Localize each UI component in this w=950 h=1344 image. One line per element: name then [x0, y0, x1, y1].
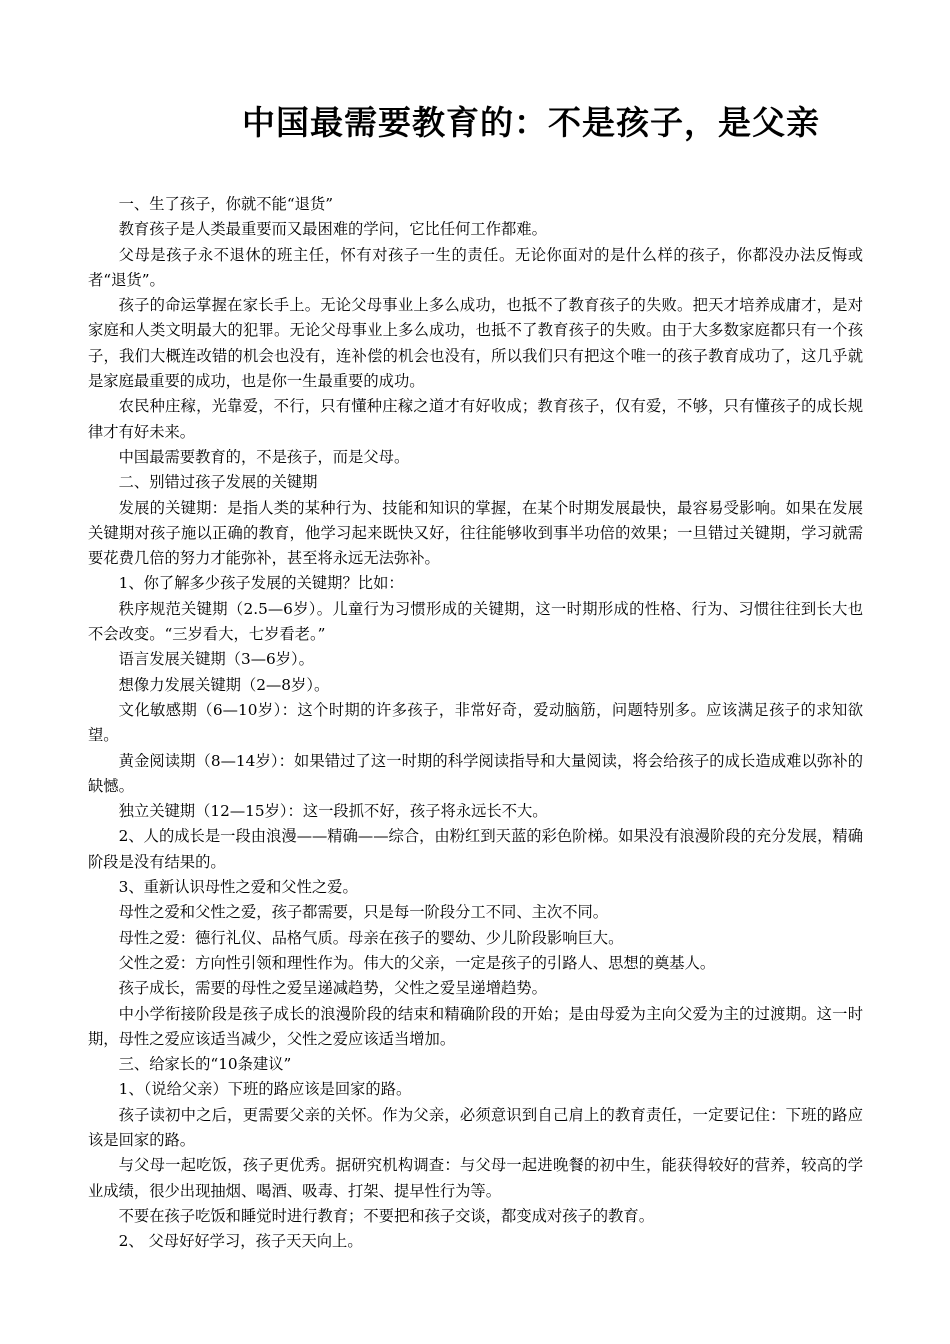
- paragraph: 与父母一起吃饭，孩子更优秀。据研究机构调查：与父母一起进晚餐的初中生，能获得较好的营养，较高的学业成绩，很少出现抽烟、喝酒、吸毒、打架、提早性行为等。: [88, 1156, 863, 1200]
- paragraph: 发展的关键期：是指人类的某种行为、技能和知识的掌握，在某个时期发展最快，最容易受影响。如果在发展关键期对孩子施以正确的教育，他学习起来既快又好，往往能够收到事半功倍的效果；一旦错过关键期，学习就需要花费几倍的努力才能弥补，甚至将永远无法弥补。: [88, 498, 863, 568]
- paragraph: 2、人的成长是一段由浪漫——精确——综合，由粉红到天蓝的彩色阶梯。如果没有浪漫阶段的充分发展，精确阶段是没有结果的。: [88, 827, 863, 871]
- paragraph: 秩序规范关键期（2.5—6岁）。儿童行为习惯形成的关键期，这一时期形成的性格、行为、习惯往往到长大也不会改变。“三岁看大，七岁看老。”: [88, 599, 863, 644]
- paragraph: 三、给家长的“10条建议”: [118, 1055, 292, 1074]
- paragraph: 中小学衔接阶段是孩子成长的浪漫阶段的结束和精确阶段的开始；是由母爱为主向父爱为主的过渡期。这一时期，母性之爱应该适当减少，父性之爱应该适当增加。: [88, 1004, 863, 1048]
- paragraph: 2、 父母好好学习，孩子天天向上。: [118, 1232, 363, 1251]
- paragraph: 二、别错过孩子发展的关键期: [118, 473, 318, 492]
- paragraph: 孩子的命运掌握在家长手上。无论父母事业上多么成功，也抵不了教育孩子的失败。把天才培养成庸才，是对家庭和人类文明最大的犯罪。无论父母事业上多么成功，也抵不了教育孩子的失败。由于大多数家庭都只有一个孩子，我们大概连改错的机会也没有，连补偿的机会也没有，所以我们只有把这个唯一的孩子教育成功了，这几乎就是家庭最重要的成功，也是你一生最重要的成功。: [88, 296, 863, 391]
- paragraph: 农民种庄稼，光靠爱，不行，只有懂种庄稼之道才有好收成；教育孩子，仅有爱，不够，只有懂孩子的成长规律才有好未来。: [88, 397, 863, 441]
- paragraph: 教育孩子是人类最重要而又最困难的学问，它比任何工作都难。: [118, 220, 547, 239]
- paragraph: 想像力发展关键期（2—8岁）。: [118, 675, 330, 694]
- paragraph: 文化敏感期（6—10岁）：这个时期的许多孩子，非常好奇，爱动脑筋，问题特别多。应该满足孩子的求知欲望。: [88, 700, 863, 745]
- document-title: 中国最需要教育的：不是孩子，是父亲: [242, 103, 820, 142]
- paragraph: 孩子读初中之后，更需要父亲的关怀。作为父亲，必须意识到自己肩上的教育责任，一定要记住：下班的路应该是回家的路。: [88, 1105, 863, 1149]
- paragraph: 3、重新认识母性之爱和父性之爱。: [118, 878, 358, 897]
- paragraph: 1、你了解多少孩子发展的关键期？比如：: [118, 574, 404, 593]
- paragraph: 1、（说给父亲）下班的路应该是回家的路。: [118, 1080, 412, 1099]
- paragraph: 黄金阅读期（8—14岁）：如果错过了这一时期的科学阅读指导和大量阅读，将会给孩子的成长造成难以弥补的缺憾。: [88, 751, 863, 795]
- paragraph: 母性之爱：德行礼仪、品格气质。母亲在孩子的婴幼、少儿阶段影响巨大。: [118, 928, 624, 947]
- paragraph: 父母是孩子永不退休的班主任，怀有对孩子一生的责任。无论你面对的是什么样的孩子，你都没办法反悔或者“退货”。: [88, 245, 863, 289]
- document-body: [88, 192, 863, 1254]
- paragraph: 独立关键期（12—15岁）：这一段抓不好，孩子将永远长不大。: [118, 802, 548, 821]
- paragraph: 不要在孩子吃饭和睡觉时进行教育；不要把和孩子交谈，都变成对孩子的教育。: [118, 1206, 654, 1225]
- paragraph: 父性之爱：方向性引领和理性作为。伟大的父亲，一定是孩子的引路人、思想的奠基人。: [118, 953, 716, 972]
- paragraph: 语言发展关键期（3—6岁）。: [118, 650, 314, 669]
- paragraph: 中国最需要教育的，不是孩子，而是父母。: [118, 447, 410, 466]
- paragraph: 母性之爱和父性之爱，孩子都需要，只是每一阶段分工不同、主次不同。: [118, 903, 609, 922]
- paragraph: 孩子成长，需要的母性之爱呈递减趋势，父性之爱呈递增趋势。: [118, 979, 547, 998]
- paragraph: 一、生了孩子，你就不能“退货”: [118, 195, 334, 213]
